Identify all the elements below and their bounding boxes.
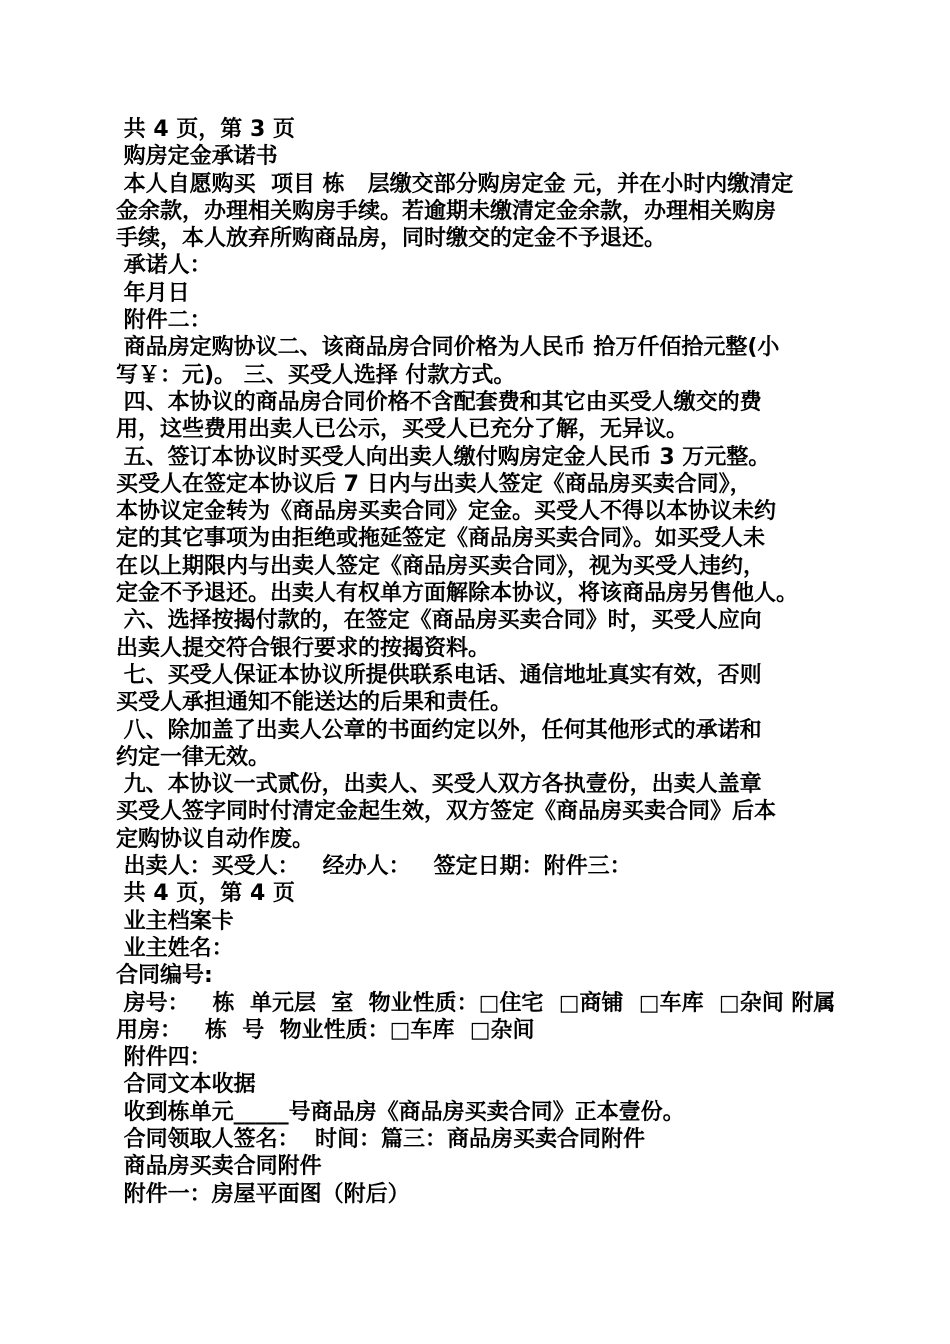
paragraph-line: 本协议定金转为《商品房买卖合同》定金。买受人不得以本协议未约 — [116, 499, 777, 525]
paragraph-line: 四、本协议的商品房合同价格不含配套费和其它由买受人缴交的费 — [116, 389, 762, 415]
paragraph-line: 买受人签字同时付清定金起生效，双方签定《商品房买卖合同》后本 — [116, 799, 777, 825]
section-title: 商品房买卖合同附件 — [116, 1154, 322, 1180]
paragraph-line: 用，这些费用出卖人已公示，买受人已充分了解，无异议。 — [116, 417, 689, 443]
form-field-line: 用房： 栋 号 物业性质：□车库 □杂间 — [116, 1017, 535, 1043]
paragraph-line: 六、选择按揭付款的，在签定《商品房买卖合同》时，买受人应向 — [116, 608, 762, 634]
date-label: 年月日 — [116, 280, 190, 306]
paragraph-line: 买受人承担通知不能送达的后果和责任。 — [116, 690, 513, 716]
document-body — [116, 116, 846, 1208]
section-title: 购房定金承诺书 — [116, 144, 278, 170]
paragraph-line: 五、签订本协议时买受人向出卖人缴付购房定金人民币 3 万元整。 — [116, 444, 771, 470]
paragraph-line: 金余款，办理相关购房手续。若逾期未缴清定金余款，办理相关购房 — [116, 198, 777, 224]
attachment-heading: 附件一：房屋平面图（附后） — [116, 1181, 410, 1207]
paragraph-line: 买受人在签定本协议后 7 日内与出卖人签定《商品房买卖合同》， — [116, 471, 752, 497]
paragraph-line: 手续，本人放弃所购商品房，同时缴交的定金不予退还。 — [116, 226, 667, 252]
signature-row: 出卖人：买受人： 经办人： 签定日期：附件三： — [116, 854, 632, 880]
form-field-label: 合同编号: — [116, 963, 213, 989]
paragraph-line: 收到栋单元_____号商品房《商品房买卖合同》正本壹份。 — [116, 1099, 685, 1125]
paragraph-line: 写￥：元)。 三、买受人选择 付款方式。 — [116, 362, 516, 388]
paragraph-line: 出卖人提交符合银行要求的按揭资料。 — [116, 635, 491, 661]
form-field-label: 业主姓名： — [116, 935, 234, 961]
paragraph-line: 约定一律无效。 — [116, 744, 271, 770]
signature-label: 承诺人： — [116, 253, 212, 279]
page-counter: 共 4 页，第 4 页 — [116, 881, 295, 907]
section-title: 业主档案卡 — [116, 908, 234, 934]
paragraph-line: 八、除加盖了出卖人公章的书面约定以外，任何其他形式的承诺和 — [116, 717, 762, 743]
paragraph-line: 九、本协议一式贰份，出卖人、买受人双方各执壹份，出卖人盖章 — [116, 772, 762, 798]
attachment-heading: 附件四： — [116, 1045, 212, 1071]
paragraph-line: 定购协议自动作废。 — [116, 826, 315, 852]
paragraph-line: 定的其它事项为由拒绝或拖延签定《商品房买卖合同》。如买受人未 — [116, 526, 766, 552]
section-title: 合同文本收据 — [116, 1072, 256, 1098]
paragraph-line: 在以上期限内与出卖人签定《商品房买卖合同》，视为买受人违约， — [116, 553, 766, 579]
attachment-heading: 附件二： — [116, 308, 212, 334]
page-counter: 共 4 页，第 3 页 — [116, 117, 295, 142]
paragraph-line: 商品房定购协议二、该商品房合同价格为人民币 拾万仟佰拾元整(小 — [116, 335, 780, 361]
paragraph-line: 本人自愿购买 项目 栋 层缴交部分购房定金 元，并在小时内缴清定 — [116, 171, 794, 197]
paragraph-line: 定金不予退还。出卖人有权单方面解除本协议，将该商品房另售他人。 — [116, 581, 799, 607]
form-field-line: 房号： 栋 单元层 室 物业性质：□住宅 □商铺 □车库 □杂间 附属 — [116, 990, 836, 1016]
paragraph-line: 七、买受人保证本协议所提供联系电话、通信地址真实有效，否则 — [116, 662, 762, 688]
signature-row: 合同领取人签名： 时间：篇三：商品房买卖合同附件 — [116, 1126, 645, 1152]
